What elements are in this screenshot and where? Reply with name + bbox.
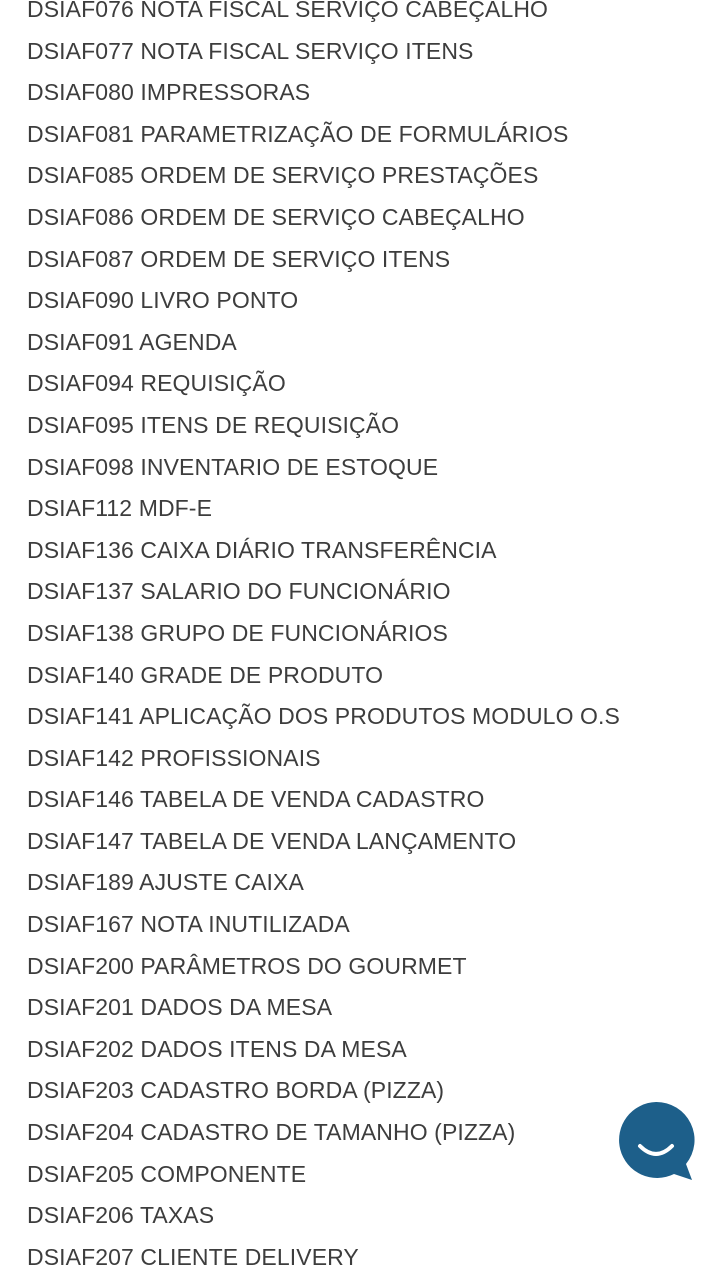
list-item: DSIAF098 INVENTARIO DE ESTOQUE: [27, 453, 439, 480]
list-item: DSIAF200 PARÂMETROS DO GOURMET: [27, 952, 467, 979]
list-item: DSIAF207 CLIENTE DELIVERY: [27, 1243, 359, 1270]
list-item: DSIAF077 NOTA FISCAL SERVIÇO ITENS: [27, 37, 474, 64]
list-item: DSIAF204 CADASTRO DE TAMANHO (PIZZA): [27, 1119, 516, 1146]
list-item: DSIAF203 CADASTRO BORDA (PIZZA): [27, 1077, 445, 1104]
list-item: DSIAF136 CAIXA DIÁRIO TRANSFERÊNCIA: [27, 536, 497, 563]
list-item: DSIAF137 SALARIO DO FUNCIONÁRIO: [27, 578, 451, 605]
list-item: DSIAF147 TABELA DE VENDA LANÇAMENTO: [27, 827, 517, 854]
list-item: DSIAF081 PARAMETRIZAÇÃO DE FORMULÁRIOS: [27, 120, 569, 147]
list-item: DSIAF080 IMPRESSORAS: [27, 79, 311, 106]
list-item: DSIAF087 ORDEM DE SERVIÇO ITENS: [27, 245, 451, 272]
list-item: DSIAF090 LIVRO PONTO: [27, 287, 299, 314]
list-item: DSIAF201 DADOS DA MESA: [27, 994, 333, 1021]
chat-button[interactable]: [616, 1100, 696, 1184]
list-item: DSIAF085 ORDEM DE SERVIÇO PRESTAÇÕES: [27, 162, 539, 189]
list-item: DSIAF142 PROFISSIONAIS: [27, 744, 321, 771]
list-item: DSIAF189 AJUSTE CAIXA: [27, 869, 304, 896]
list-item: DSIAF076 NOTA FISCAL SERVIÇO CABEÇALHO: [27, 0, 549, 22]
table-list: [27, 0, 620, 1278]
list-item: DSIAF141 APLICAÇÃO DOS PRODUTOS MODULO O.S: [27, 703, 620, 730]
list-item: DSIAF146 TABELA DE VENDA CADASTRO: [27, 786, 485, 813]
list-item: DSIAF138 GRUPO DE FUNCIONÁRIOS: [27, 619, 448, 646]
list-item: DSIAF086 ORDEM DE SERVIÇO CABEÇALHO: [27, 203, 525, 230]
list-item: DSIAF202 DADOS ITENS DA MESA: [27, 1035, 407, 1062]
list-item: DSIAF206 TAXAS: [27, 1202, 215, 1229]
chat-bubble-icon: [616, 1100, 696, 1184]
list-item: DSIAF167 NOTA INUTILIZADA: [27, 911, 350, 938]
list-item: DSIAF112 MDF-E: [27, 495, 213, 522]
list-item: DSIAF091 AGENDA: [27, 328, 237, 355]
list-item: DSIAF095 ITENS DE REQUISIÇÃO: [27, 411, 400, 438]
list-item: DSIAF140 GRADE DE PRODUTO: [27, 661, 384, 688]
list-item: DSIAF094 REQUISIÇÃO: [27, 370, 286, 397]
list-item: DSIAF205 COMPONENTE: [27, 1160, 307, 1187]
